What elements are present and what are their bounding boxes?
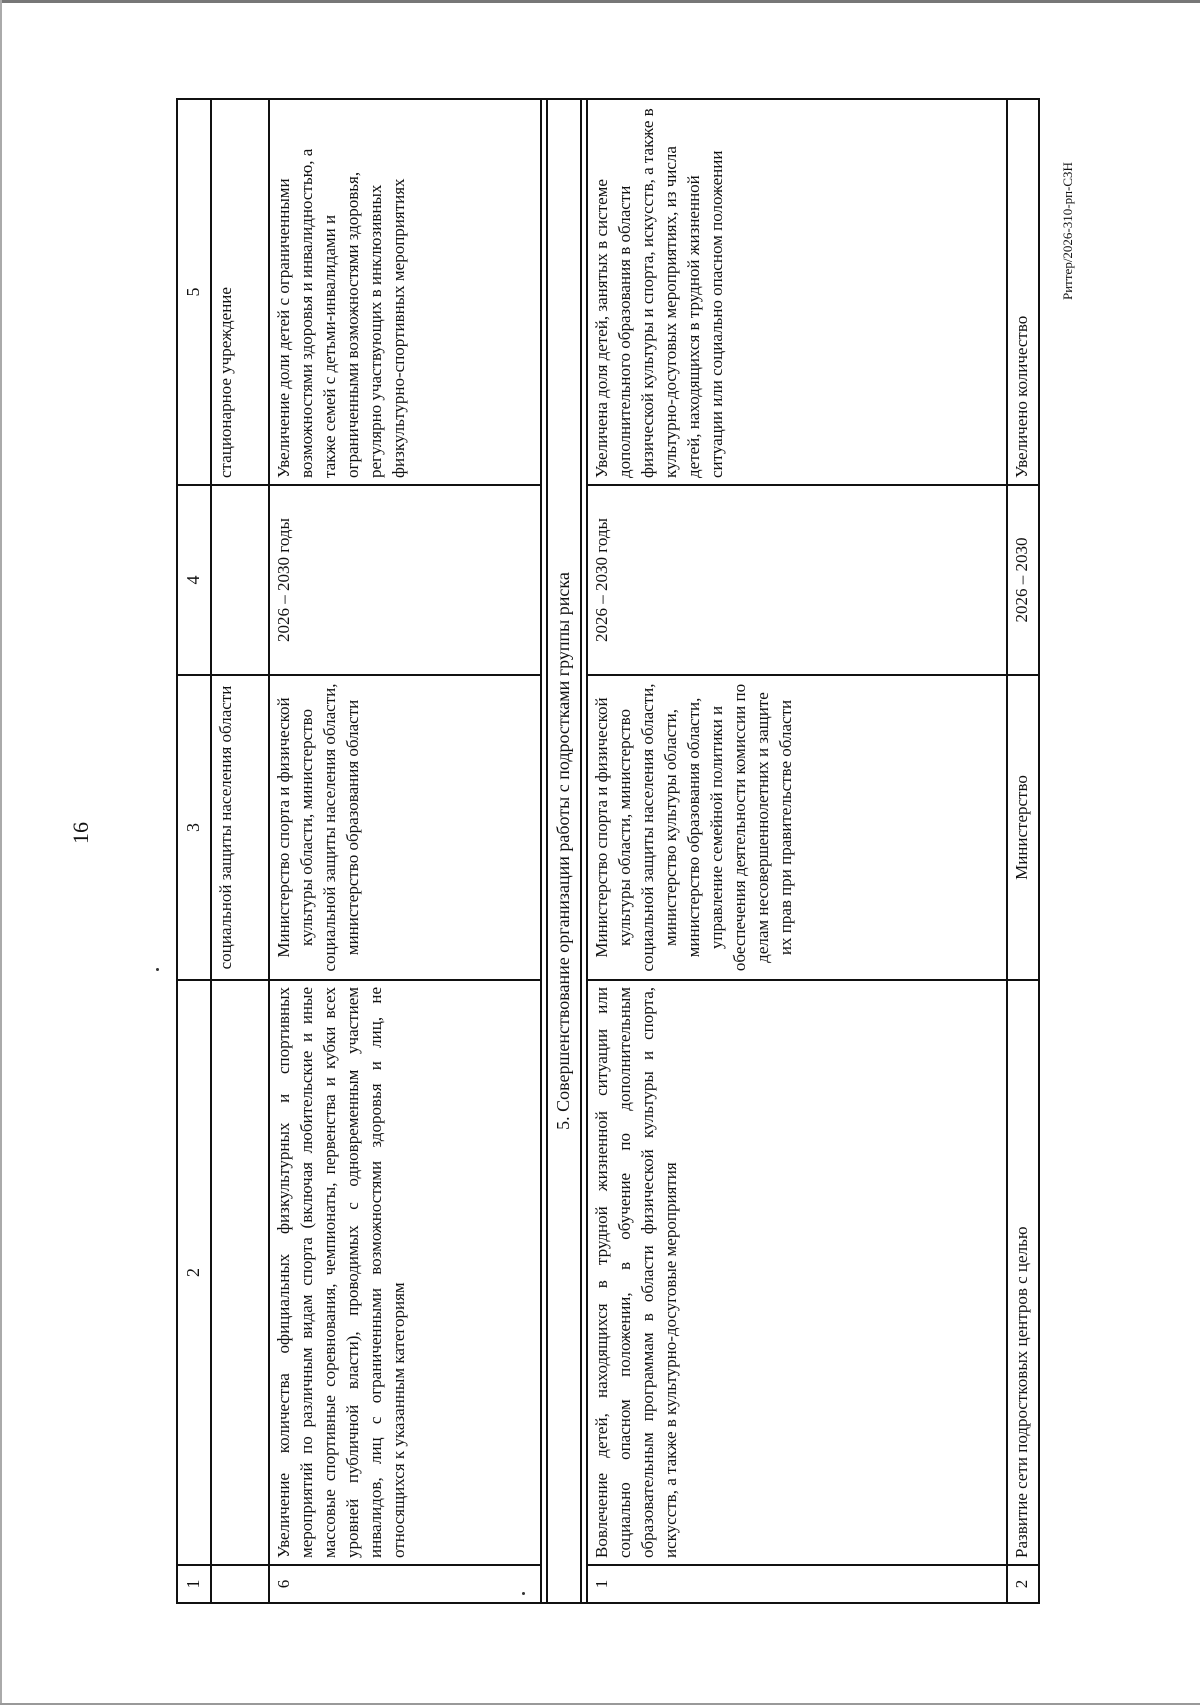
result-cell: Увеличено количество: [1007, 99, 1039, 485]
result-cell: Увеличение доли детей с ограниченными возможностями здоровья и инвалидностью, а также семей с детьми-инвалидами и ограниченными возможностями здоровья, регулярно участвующих в инклюзивных физкультурно-спортивных мероприятиях: [269, 99, 540, 485]
row-number: 6: [269, 1565, 540, 1603]
table-header-row: [177, 99, 211, 1603]
page-number: 16: [68, 822, 93, 844]
document-code: Риттер/2026-310-рп-СЗН: [1060, 162, 1075, 300]
row-number: 2: [1007, 1565, 1039, 1603]
header-col-5: 5: [177, 99, 211, 485]
period-cell: 2026 – 2030 годы: [587, 485, 1007, 675]
header-col-1: 1: [177, 1565, 211, 1603]
scan-edge-left: [0, 0, 2, 1705]
executor-cell: социальной защиты населения области: [211, 675, 270, 980]
section-title: 5. Совершенствование организации работы с подростками группы риска: [547, 99, 581, 1603]
header-col-4: 4: [177, 485, 211, 675]
header-col-3: 3: [177, 675, 211, 980]
measure-cell: Увеличение количества официальных физкультурных и спортивных мероприятий по различным видам спорта (включая любительские и иные массовые спортивные соревнования, чемпионаты, первенства и кубки всех уровней публичной власти), проводимых с одновременным участием инвалидов, лиц с ограниченными возможностями здоровья и лиц, не относящихся к указанным категориям: [269, 980, 540, 1565]
row-number: 1: [587, 1565, 1007, 1603]
section-row: [547, 99, 581, 1603]
period-cell: 2026 – 2030: [1007, 485, 1039, 675]
scan-edge-top: [0, 0, 1200, 3]
measures-table-rotated: [176, 100, 1040, 1604]
executor-cell: Министерство спорта и физической культуры области, министерство социальной защиты населения области, министерство образования области: [269, 675, 540, 980]
table-row: [269, 99, 540, 1603]
measure-cell: [211, 980, 270, 1565]
result-cell: стационарное учреждение: [211, 99, 270, 485]
row-number: [211, 1565, 270, 1603]
table-row: [1007, 99, 1039, 1603]
table-row: [211, 99, 270, 1603]
table-row: [587, 99, 1007, 1603]
executor-cell: Министерство: [1007, 675, 1039, 980]
measures-table: [176, 98, 1040, 1604]
measure-cell: Развитие сети подростковых центров с целью: [1007, 980, 1039, 1565]
header-col-2: 2: [177, 980, 211, 1565]
executor-cell: Министерство спорта и физической культуры области, министерство социальной защиты населения области, министерство культуры области, министерство образования области, управление семейной политики и обеспечения деятельности комиссии по делам несовершеннолетних и защите их прав при правительстве области: [587, 675, 1007, 980]
period-cell: 2026 – 2030 годы: [269, 485, 540, 675]
measure-cell: Вовлечение детей, находящихся в трудной жизненной ситуации или социально опасном положении, в обучение по дополнительным образовательным программам в области физической культуры и спорта, искусств, а также в культурно-досуговые мероприятия: [587, 980, 1007, 1565]
scan-speck: [156, 968, 159, 971]
result-cell: Увеличена доля детей, занятых в системе дополнительного образования в области физической культуры и спорта, искусств, а также в культурно-досуговых мероприятиях, из числа детей, находящихся в трудной жизненной ситуации или социально опасном положении: [587, 99, 1007, 485]
period-cell: [211, 485, 270, 675]
